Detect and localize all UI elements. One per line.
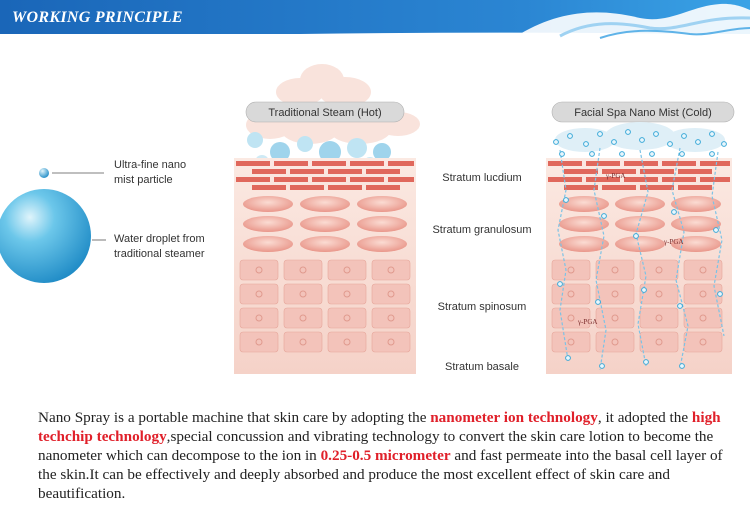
- skin-diagram: [0, 40, 750, 400]
- header-banner: [0, 0, 750, 40]
- water-droplet-label-line1: Water droplet from: [114, 233, 205, 245]
- description-text-3: ,special concussion and vibrating technology to convert the skin care lotion to become the nanometer which can decompose to the ion in: [38, 428, 714, 464]
- gamma-pga-label-3: γ-PGA: [578, 318, 598, 326]
- gamma-pga-label-1: γ-PGA: [606, 172, 626, 180]
- description-paragraph: [38, 408, 728, 503]
- layer-label-lucidum: Stratum lucdium: [442, 172, 522, 184]
- right-granulosum-cells: [559, 196, 721, 252]
- right-panel-title: Facial Spa Nano Mist (Cold): [574, 107, 712, 119]
- nano-mist-panel: [546, 102, 734, 374]
- traditional-steam-panel: [234, 64, 420, 374]
- description-highlight-1: nanometer ion technology: [430, 409, 598, 426]
- water-droplet-icon: [0, 189, 91, 283]
- left-panel-title: Traditional Steam (Hot): [268, 107, 382, 119]
- gamma-pga-label-2: γ-PGA: [664, 238, 684, 246]
- description-text-2: , it adopted the: [597, 409, 692, 426]
- description-highlight-2: high techchip technology: [38, 409, 721, 445]
- left-granulosum-cells: [243, 196, 407, 252]
- description-text-1: Nano Spray is a portable machine that skin care by adopting the: [38, 409, 431, 426]
- description-text-4: and fast permeate into the basal cell layer of the skin.It can be effectively and deeply absorbed and produce the most excellent effect of skin care and beautification.: [38, 447, 723, 502]
- water-droplet-label-line2: traditional steamer: [114, 248, 205, 260]
- layer-label-spinosum: Stratum spinosum: [437, 301, 527, 313]
- nano-particle-label-line1: Ultra-fine nano: [114, 159, 187, 171]
- layer-label-granulosum: Stratum granulosum: [432, 224, 532, 236]
- mist-cloud-graphic: [555, 122, 725, 152]
- nano-particle-label-line2: mist particle: [114, 174, 173, 186]
- layer-label-basale: Stratum basale: [445, 361, 519, 373]
- description-highlight-3: 0.25-0.5 micrometer: [320, 447, 451, 464]
- nano-particle-icon: [39, 168, 49, 178]
- page-title: WORKING PRINCIPLE: [12, 9, 183, 26]
